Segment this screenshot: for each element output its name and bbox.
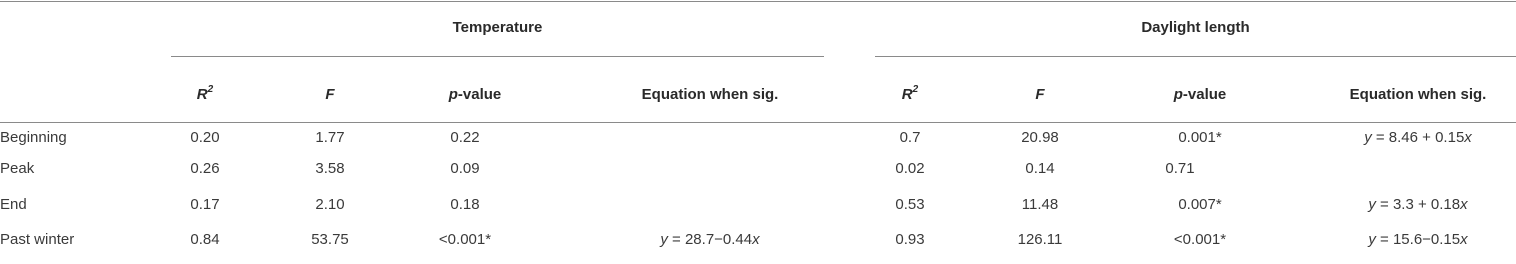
row-label: Beginning [0,129,67,146]
temp-r2-value: 0.26 [190,160,220,177]
day-p-value: 0.71 [1165,160,1195,177]
temp-p-value: 0.18 [450,196,480,213]
top-rule [0,1,1516,2]
temp-f-value: 3.58 [315,160,345,177]
day-equation: y = 8.46 + 0.15x [1364,129,1472,146]
day-f-header: F [1035,86,1045,103]
temp-p-value: 0.22 [450,129,480,146]
temp-f-value: 2.10 [315,196,345,213]
day-r2-value: 0.53 [895,196,925,213]
day-f-value: 20.98 [1021,129,1059,146]
day-f-value: 126.11 [1017,231,1063,248]
temp-r2-value: 0.84 [190,231,220,248]
header-bottom-rule [0,122,1516,123]
temp-r2-value: 0.17 [190,196,220,213]
temperature-group-rule [171,56,824,57]
row-label: End [0,196,27,213]
row-label: Past winter [0,231,75,248]
daylight-header: Daylight length [1141,19,1250,36]
temp-f-value: 1.77 [315,129,345,146]
daylight-group-rule [875,56,1516,57]
day-equation: y = 15.6−0.15x [1368,231,1468,248]
day-p-value: 0.001* [1178,129,1222,146]
day-pvalue-header: p-value [1173,86,1227,103]
temperature-header: Temperature [452,19,543,36]
temp-f-value: 53.75 [311,231,349,248]
temp-p-value: <0.001* [438,231,492,248]
day-p-value: 0.007* [1178,196,1222,213]
day-r2-header: $R^2$ [901,84,919,103]
day-f-value: 0.14 [1025,160,1055,177]
day-p-value: <0.001* [1173,231,1227,248]
temp-p-value: 0.09 [450,160,480,177]
day-equation-header: Equation when sig. [1349,86,1487,103]
temp-equation-header: Equation when sig. [641,86,779,103]
day-r2-value: 0.7 [899,129,921,146]
temp-equation: y = 28.7−0.44x [660,231,760,248]
day-r2-value: 0.02 [895,160,925,177]
temp-r2-value: 0.20 [190,129,220,146]
row-label: Peak [0,160,35,177]
day-f-value: 11.48 [1021,196,1059,213]
temp-pvalue-header: p-value [448,86,502,103]
day-equation: y = 3.3 + 0.18x [1368,196,1468,213]
temp-r2-header: $R^2$ [196,84,214,103]
temp-f-header: F [325,86,335,103]
day-r2-value: 0.93 [895,231,925,248]
